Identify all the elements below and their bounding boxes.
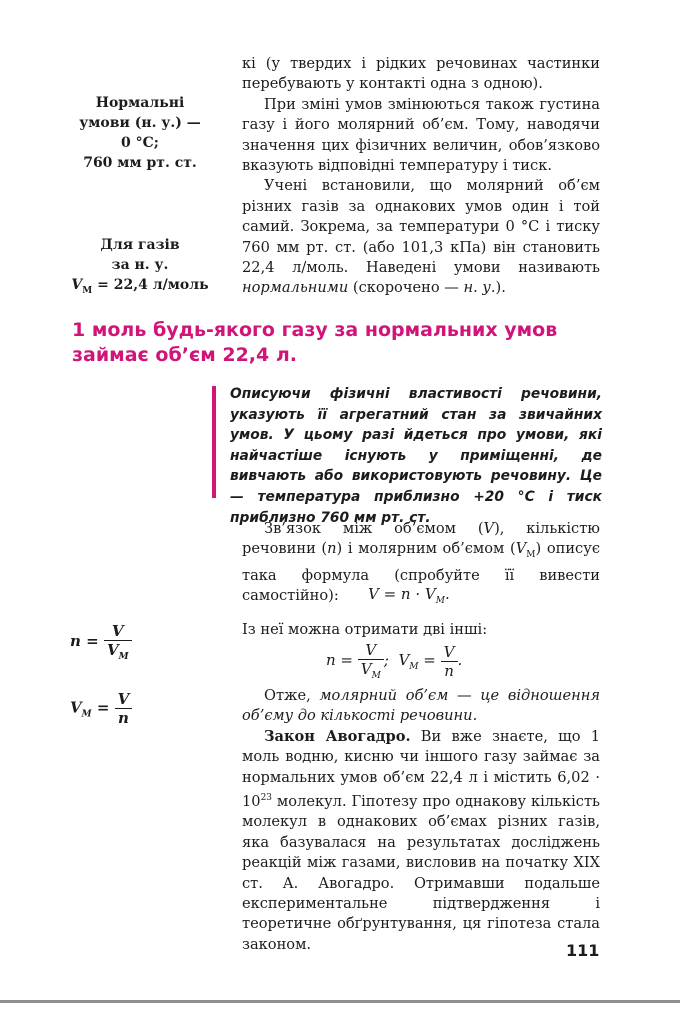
- main-text-bottom: [242, 686, 600, 955]
- lhs-symbol: V: [70, 698, 82, 717]
- vm-subscript: М: [82, 285, 93, 296]
- derived-formulas: [326, 641, 462, 681]
- margin-note-line: Нормальні: [95, 95, 185, 111]
- denominator: n: [118, 709, 129, 727]
- term-normal: нормальними: [242, 279, 349, 297]
- equals: =: [423, 651, 436, 669]
- highlighted-statement: 1 моль будь-якого газу за нормальних умов займає об’єм 22,4 л.: [72, 319, 558, 366]
- fraction-v-over-n: [441, 643, 458, 680]
- margin-note-line: 760 мм рт. ст.: [83, 155, 197, 171]
- lhs-sub: М: [81, 709, 92, 720]
- numerator: V: [441, 643, 458, 662]
- den-symbol: V: [106, 641, 119, 659]
- var-vm: V: [515, 540, 527, 558]
- side-formula-n: [70, 622, 132, 662]
- den-sub: М: [118, 652, 129, 662]
- var-n: n: [327, 540, 337, 558]
- formula-end: .: [444, 585, 450, 603]
- bottom-rule: [0, 1000, 680, 1003]
- fraction-v-over-vm: [358, 641, 384, 681]
- formula-derivation-intro: [242, 620, 600, 640]
- paragraph: При зміні умов змінюються також густина газу і його молярний об’єм. Тому, наводячи значення цих фізичних величин, обов’язково вказують відповідні температуру і тиск.: [242, 95, 600, 175]
- vm-symbol: V: [71, 277, 83, 293]
- margin-note-line: [60, 275, 220, 301]
- paragraph: Із неї можна отримати дві інші:: [242, 621, 488, 638]
- callout-bar: [212, 386, 216, 498]
- denominator: n: [444, 661, 454, 680]
- period: .: [457, 651, 463, 669]
- den-sub: М: [371, 671, 381, 681]
- margin-note-line: 0 °С;: [121, 135, 159, 151]
- n-lhs: n =: [326, 651, 353, 669]
- numerator: V: [115, 690, 133, 709]
- text: ), кількістю речовини (: [242, 520, 601, 558]
- denominator: [358, 660, 384, 681]
- var-v: V: [483, 520, 495, 537]
- n-lhs: n =: [70, 632, 99, 650]
- margin-note-line: Для газів: [100, 237, 180, 253]
- numerator: V: [358, 641, 384, 660]
- avogadro-law-title: Закон Авогадро.: [264, 727, 411, 745]
- callout-box: [212, 386, 604, 526]
- equals: =: [96, 698, 110, 717]
- text: ) описує така формула (спробуйте її вивести самостійно):: [242, 540, 600, 605]
- lhs-symbol: V: [398, 651, 410, 669]
- text: Зв’язок між об’ємом (: [264, 520, 484, 537]
- term-abbr: н. у.: [463, 279, 496, 297]
- paragraph: [242, 176, 600, 298]
- text: Отже,: [264, 687, 320, 704]
- lhs-sub: М: [409, 662, 419, 672]
- denominator: [104, 641, 132, 662]
- separator: ;: [383, 651, 389, 669]
- den-symbol: V: [360, 660, 372, 678]
- paragraph: кі (у твердих і рідких речовинах частинки перебувають у контакті одна з одною).: [242, 55, 600, 93]
- definition: молярний об’єм — це відношення об’єму до кількості речовини.: [242, 687, 600, 725]
- vm-value: = 22,4 л/моль: [92, 277, 209, 293]
- paragraph: [242, 686, 600, 727]
- margin-note-for-gases: [60, 235, 220, 301]
- main-text-top: [242, 54, 600, 299]
- text: Учені встановили, що молярний об’єм різних газів за однакових умов один і той самий. Зокрема, за температури 0 °С і тиску 760 мм рт. ст. (або 101,3 кПа) він становить 22,4 л/моль. Наведені умови називають: [242, 177, 600, 277]
- numerator: V: [104, 622, 132, 641]
- vm-lhs: [398, 651, 436, 672]
- var-vm-sub: М: [526, 550, 536, 561]
- fraction-v-over-vm: [104, 622, 132, 662]
- margin-note-line: за н. у.: [111, 257, 169, 273]
- text: молекул. Гіпотезу про однакову кількість молекул в однакових об’ємах різних газів, яка базувалася на результатах досліджень реакцій між газами, висловив на початку XIX ст. А. Авогадро. Отримавши подальше експериментальне підтвердження і теоретичне обґрунтування, ця гіпотеза стала законом.: [242, 792, 600, 953]
- main-formula: [368, 585, 450, 606]
- text: ).: [495, 279, 506, 297]
- margin-note-normal-conditions: [60, 93, 220, 173]
- side-formula-vm: [70, 690, 132, 727]
- margin-note-line: умови (н. у.) —: [79, 115, 201, 131]
- text: (скорочено —: [348, 279, 464, 297]
- page-number: 111: [566, 941, 600, 960]
- exponent: 23: [260, 793, 273, 804]
- text: Ви вже знаєте, що 1 моль водню, кисню чи іншого газу займає за нормальних умов об’єм 22,4 л і містить 6,02 · 10: [242, 727, 600, 810]
- paragraph: [242, 727, 600, 955]
- formula-sub: М: [435, 596, 445, 606]
- formula-text: V = n · V: [368, 585, 436, 603]
- callout-text: Описуючи фізичні властивості речовини, указують її агрегатний стан за звичайних умов. У цьому разі йдеться про умови, які найчастіше існують у приміщенні, де вивчають або використовують речовину. Це — температура приблизно +20 °С і тиск приблизно 760 мм рт. ст.: [230, 386, 602, 526]
- text: ) і молярним об’ємом (: [336, 540, 516, 558]
- fraction-v-over-n: [115, 690, 133, 727]
